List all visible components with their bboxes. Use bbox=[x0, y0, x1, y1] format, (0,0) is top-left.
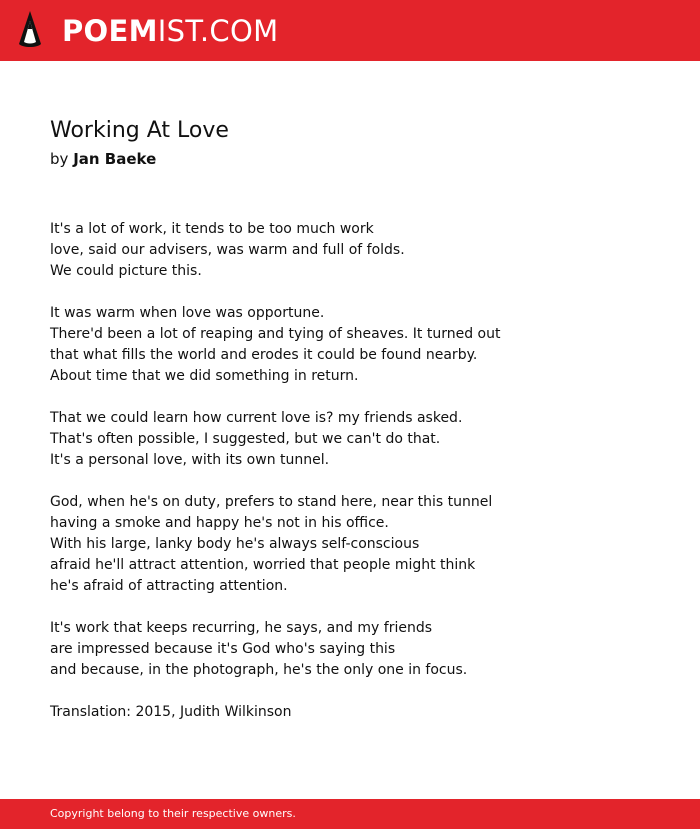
copyright-notice: Copyright belong to their respective owners. bbox=[50, 807, 296, 820]
stanza bbox=[50, 408, 670, 471]
by-label: by bbox=[50, 150, 69, 168]
stanza bbox=[50, 219, 670, 282]
poem-line: It was warm when love was opportune. bbox=[50, 305, 325, 321]
site-footer bbox=[0, 799, 700, 829]
poem-line: That we could learn how current love is? my friends asked. bbox=[50, 410, 463, 426]
poem-body bbox=[50, 219, 670, 702]
stanza bbox=[50, 303, 670, 387]
poem-line: he's afraid of attracting attention. bbox=[50, 578, 288, 594]
poem-line: having a smoke and happy he's not in his office. bbox=[50, 515, 389, 531]
poem-line: That's often possible, I suggested, but we can't do that. bbox=[50, 431, 441, 447]
poem-line: It's a personal love, with its own tunnel. bbox=[50, 452, 330, 468]
poem-line: It's work that keeps recurring, he says, and my friends bbox=[50, 620, 433, 636]
poem-byline bbox=[50, 148, 156, 170]
poem-author: Jan Baeke bbox=[73, 150, 157, 168]
poem-line: that what fills the world and erodes it could be found nearby. bbox=[50, 347, 478, 363]
poem-line: love, said our advisers, was warm and full of folds. bbox=[50, 242, 405, 258]
site-header bbox=[0, 0, 700, 61]
logo-light-part: IST.COM bbox=[157, 14, 279, 48]
pencil-tip-icon[interactable] bbox=[18, 10, 42, 50]
poem-line: With his large, lanky body he's always self-conscious bbox=[50, 536, 420, 552]
poem-line: About time that we did something in return. bbox=[50, 368, 359, 384]
translation-credit: Translation: 2015, Judith Wilkinson bbox=[50, 704, 292, 720]
poem-title: Working At Love bbox=[50, 118, 229, 143]
poem-line: God, when he's on duty, prefers to stand here, near this tunnel bbox=[50, 494, 493, 510]
poem-line: There'd been a lot of reaping and tying of sheaves. It turned out bbox=[50, 326, 501, 342]
logo-bold-part: POEM bbox=[62, 14, 158, 48]
stanza bbox=[50, 492, 670, 597]
poem-line: It's a lot of work, it tends to be too much work bbox=[50, 221, 374, 237]
site-logo[interactable] bbox=[62, 11, 278, 51]
poem-line: We could picture this. bbox=[50, 263, 202, 279]
poem-line: afraid he'll attract attention, worried that people might think bbox=[50, 557, 476, 573]
poem-line: and because, in the photograph, he's the only one in focus. bbox=[50, 662, 468, 678]
poem-line: are impressed because it's God who's saying this bbox=[50, 641, 396, 657]
stanza bbox=[50, 618, 670, 681]
